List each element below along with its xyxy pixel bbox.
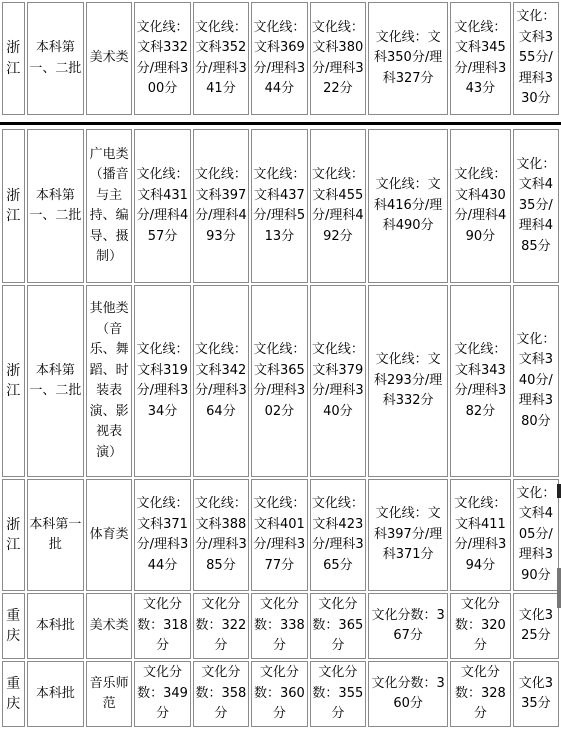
score-cell: 文化分数：360分 [368,661,448,727]
province-cell: 重庆 [2,661,25,727]
table-row [2,285,559,477]
table-row [2,479,559,591]
score-cell: 文化：文科340分/理科380分 [513,285,559,477]
score-cell: 文化线：文科423分/理科365分 [310,479,366,591]
score-cell: 文化分数：322分 [193,593,249,659]
score-cell: 文化线：文科431分/理科457分 [134,129,190,283]
province-cell: 浙江 [2,2,25,115]
score-cell: 文化线：文科332分/理科300分 [134,2,190,115]
category-cell: 美术类 [86,2,132,115]
score-cell: 文化分数：318分 [134,593,190,659]
batch-cell: 本科批 [27,593,84,659]
score-cell: 文化线：文科345分/理科343分 [450,2,511,115]
score-cell: 文化线：文科437分/理科513分 [251,129,307,283]
table-row [2,2,559,115]
table-row [2,129,559,283]
score-cell: 文化线：文科397分/理科493分 [193,129,249,283]
score-cell: 文化线：文科430分/理科490分 [450,129,511,283]
score-cell: 文化线：文科397分/理科371分 [368,479,448,591]
score-cell: 文化线：文科455分/理科492分 [310,129,366,283]
score-cell: 文化线：文科352分/理科341分 [193,2,249,115]
score-cell: 文化：文科405分/理科390分 [513,479,559,591]
category-cell: 广电类（播音与主持、编导、摄制） [86,129,132,283]
score-cell: 文化325分 [513,593,559,659]
scrollbar-edge [557,484,561,498]
province-cell: 浙江 [2,129,25,283]
category-cell: 音乐师范 [86,661,132,727]
score-cell: 文化分数：365分 [310,593,366,659]
score-cell: 文化线：文科369分/理科344分 [251,2,307,115]
score-cell: 文化线：文科350分/理科327分 [368,2,448,115]
section-divider [0,122,561,125]
score-cell: 文化分数：320分 [450,593,511,659]
score-cell: 文化分数：355分 [310,661,366,727]
batch-cell: 本科第一、二批 [27,285,84,477]
score-cell: 文化线：文科416分/理科490分 [368,129,448,283]
score-cell: 文化线：文科371分/理科344分 [134,479,190,591]
batch-cell: 本科第一、二批 [27,129,84,283]
score-cell: 文化线：文科319分/理科334分 [134,285,190,477]
score-cell: 文化线：文科293分/理科332分 [368,285,448,477]
province-cell: 浙江 [2,285,25,477]
batch-cell: 本科批 [27,661,84,727]
batch-cell: 本科第一批 [27,479,84,591]
score-cell: 文化线：文科401分/理科377分 [251,479,307,591]
category-cell: 美术类 [86,593,132,659]
table-row [2,661,559,727]
score-table-main [0,127,561,729]
score-cell: 文化分数：358分 [193,661,249,727]
score-cell: 文化线：文科411分/理科394分 [450,479,511,591]
score-cell: 文化335分 [513,661,559,727]
category-cell: 体育类 [86,479,132,591]
score-cell: 文化分数：328分 [450,661,511,727]
score-cell: 文化线：文科342分/理科364分 [193,285,249,477]
score-cell: 文化线：文科365分/理科302分 [251,285,307,477]
score-cell: 文化线：文科380分/理科322分 [310,2,366,115]
score-cell: 文化分数：338分 [251,593,307,659]
batch-cell: 本科第一、二批 [27,2,84,115]
scrollbar-edge [557,568,561,608]
score-cell: 文化分数：367分 [368,593,448,659]
score-cell: 文化线：文科388分/理科385分 [193,479,249,591]
table-row [2,593,559,659]
province-cell: 浙江 [2,479,25,591]
category-cell: 其他类（音乐、舞蹈、时装表演、影视表演） [86,285,132,477]
score-cell: 文化分数：360分 [251,661,307,727]
score-cell: 文化：文科355分/理科330分 [513,2,559,115]
score-table-top [0,0,561,117]
score-cell: 文化线：文科343分/理科382分 [450,285,511,477]
score-cell: 文化：文科435分/理科485分 [513,129,559,283]
province-cell: 重庆 [2,593,25,659]
score-cell: 文化分数：349分 [134,661,190,727]
score-cell: 文化线：文科379分/理科340分 [310,285,366,477]
